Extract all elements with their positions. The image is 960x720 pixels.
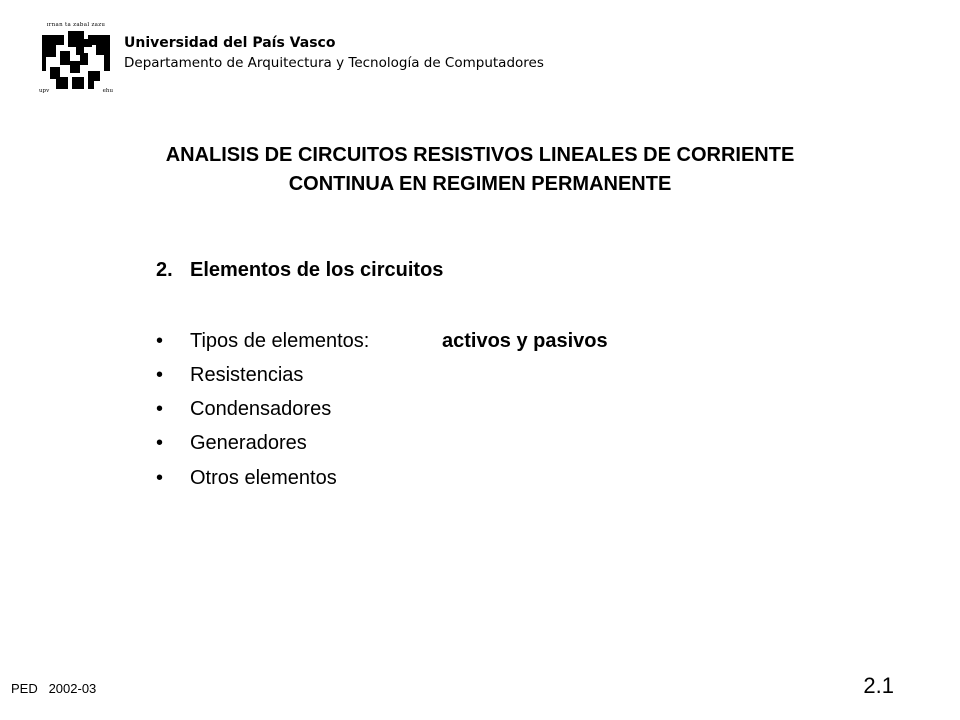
slide-page-number: 2.1 — [863, 673, 894, 698]
bullet-icon: • — [156, 432, 164, 454]
bullet-icon: • — [156, 330, 164, 352]
list-item-label: Generadores — [190, 432, 307, 454]
tree-emblem-icon — [42, 31, 110, 89]
section-title: Elementos de los circuitos — [190, 259, 444, 281]
footer-course-text: PED 2002-03 — [11, 681, 97, 696]
department-name: Departamento de Arquitectura y Tecnología de Computadores — [124, 55, 544, 71]
footer-course-label — [11, 681, 96, 696]
logo-upv-text: upv — [39, 88, 50, 94]
slide-title — [0, 141, 960, 199]
list-item-label: Condensadores — [190, 398, 332, 420]
bullet-icon: • — [156, 467, 164, 489]
section-heading — [156, 259, 443, 282]
list-item-value: activos y pasivos — [442, 330, 608, 352]
slide-title-line-2: CONTINUA EN REGIMEN PERMANENTE — [288, 173, 672, 195]
university-logo — [36, 22, 116, 98]
logo-ehu-text: ehu — [102, 88, 113, 94]
list-item-label: Tipos de elementos: — [190, 330, 370, 352]
section-number: 2. — [156, 259, 173, 281]
logo-motto: ɪrnan ta zabal zazu — [46, 22, 106, 28]
list-item-label: Resistencias — [190, 364, 304, 386]
slide-title-line-1: ANALISIS DE CIRCUITOS RESISTIVOS LINEALES DE CORRIENTE — [165, 144, 795, 166]
bullet-icon: • — [156, 364, 164, 386]
bullet-icon: • — [156, 398, 164, 420]
list-item-label: Otros elementos — [190, 467, 337, 489]
university-name: Universidad del País Vasco — [124, 35, 336, 51]
